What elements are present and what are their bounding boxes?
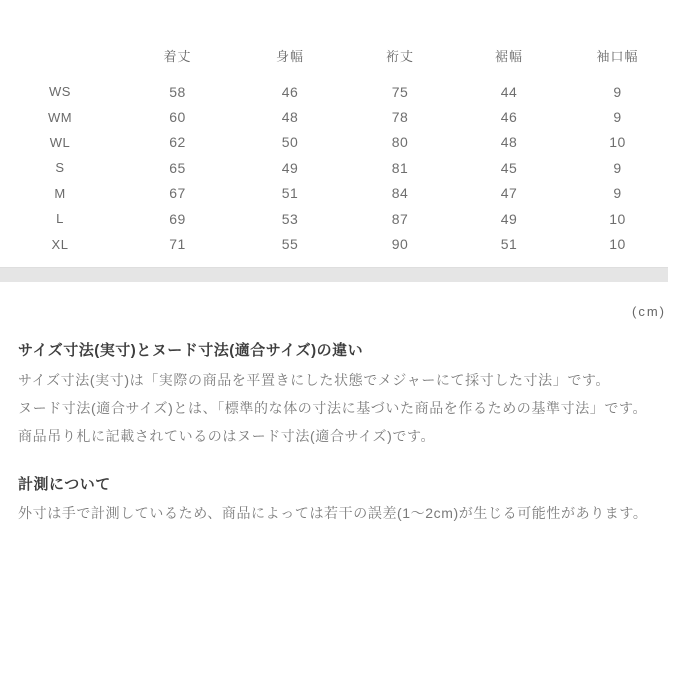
value-cell: 49 bbox=[500, 210, 518, 227]
column-header: 裄丈 bbox=[385, 48, 414, 64]
value-cell: 51 bbox=[500, 236, 518, 253]
value-cell: 90 bbox=[391, 236, 409, 253]
column-header: 身幅 bbox=[275, 48, 304, 64]
size-cell: WL bbox=[49, 134, 71, 150]
body-line: 商品吊り札に記載されているのはヌード寸法(適合サイズ)です。 bbox=[18, 428, 436, 444]
value-cell: 10 bbox=[609, 236, 626, 253]
value-cell: 46 bbox=[500, 109, 518, 126]
table-row bbox=[0, 181, 672, 206]
size-spec-table bbox=[0, 41, 672, 257]
value-cell: 75 bbox=[391, 83, 409, 100]
body-line: ヌード寸法(適合サイズ)とは、「標準的な体の寸法に基づいた商品を作るための基準寸法」です。 bbox=[18, 400, 648, 416]
value-cell: 81 bbox=[391, 159, 409, 176]
value-cell: 51 bbox=[281, 185, 299, 202]
value-cell: 78 bbox=[391, 109, 409, 126]
value-cell: 62 bbox=[169, 134, 186, 151]
value-cell: 46 bbox=[281, 83, 299, 100]
value-cell: 67 bbox=[169, 185, 186, 202]
unit-label: (cm) bbox=[632, 304, 666, 319]
table-row bbox=[0, 79, 672, 104]
column-header: 着丈 bbox=[163, 48, 192, 64]
section-body-size-vs-nude bbox=[18, 366, 647, 450]
value-cell: 80 bbox=[391, 134, 409, 151]
value-cell: 53 bbox=[281, 210, 299, 227]
table-row bbox=[0, 130, 672, 155]
value-cell: 58 bbox=[169, 83, 186, 100]
value-cell: 84 bbox=[391, 185, 409, 202]
value-cell: 48 bbox=[281, 109, 299, 126]
size-cell: XL bbox=[51, 236, 69, 252]
value-cell: 60 bbox=[169, 109, 186, 126]
size-cell: S bbox=[55, 160, 65, 176]
value-cell: 47 bbox=[500, 185, 518, 202]
size-cell: WM bbox=[47, 109, 73, 125]
value-cell: 45 bbox=[500, 159, 518, 176]
body-line: サイズ寸法(実寸)は「実際の商品を平置きにした状態でメジャーにて採寸した寸法」です。 bbox=[18, 372, 611, 388]
column-header: 袖口幅 bbox=[596, 48, 639, 64]
value-cell: 9 bbox=[613, 83, 622, 100]
section-body-measurement bbox=[18, 499, 647, 527]
value-cell: 71 bbox=[169, 236, 186, 253]
value-cell: 65 bbox=[169, 159, 186, 176]
value-cell: 10 bbox=[609, 210, 626, 227]
value-cell: 49 bbox=[281, 159, 299, 176]
value-cell: 87 bbox=[391, 210, 409, 227]
size-cell: L bbox=[56, 211, 64, 227]
column-header: 裾幅 bbox=[494, 48, 523, 64]
value-cell: 10 bbox=[609, 134, 626, 151]
table-row bbox=[0, 231, 672, 256]
table-row bbox=[0, 155, 672, 180]
value-cell: 50 bbox=[281, 134, 299, 151]
value-cell: 44 bbox=[500, 83, 518, 100]
value-cell: 69 bbox=[169, 210, 186, 227]
horizontal-scrollbar[interactable] bbox=[0, 267, 668, 282]
section-heading-measurement: 計測について bbox=[18, 476, 111, 493]
value-cell: 48 bbox=[500, 134, 518, 151]
column-header-size bbox=[0, 41, 120, 79]
table-row bbox=[0, 104, 672, 129]
section-heading-size-vs-nude: サイズ寸法(実寸)とヌード寸法(適合サイズ)の違い bbox=[18, 342, 364, 359]
table-row bbox=[0, 206, 672, 231]
value-cell: 9 bbox=[613, 185, 622, 202]
value-cell: 9 bbox=[613, 109, 622, 126]
value-cell: 55 bbox=[281, 236, 299, 253]
size-cell: WS bbox=[49, 84, 71, 100]
size-cell: M bbox=[54, 185, 66, 201]
value-cell: 9 bbox=[613, 159, 622, 176]
table-header-row bbox=[0, 41, 672, 79]
body-line: 外寸は手で計測しているため、商品によっては若干の誤差(1〜2cm)が生じる可能性があります。 bbox=[18, 505, 648, 521]
